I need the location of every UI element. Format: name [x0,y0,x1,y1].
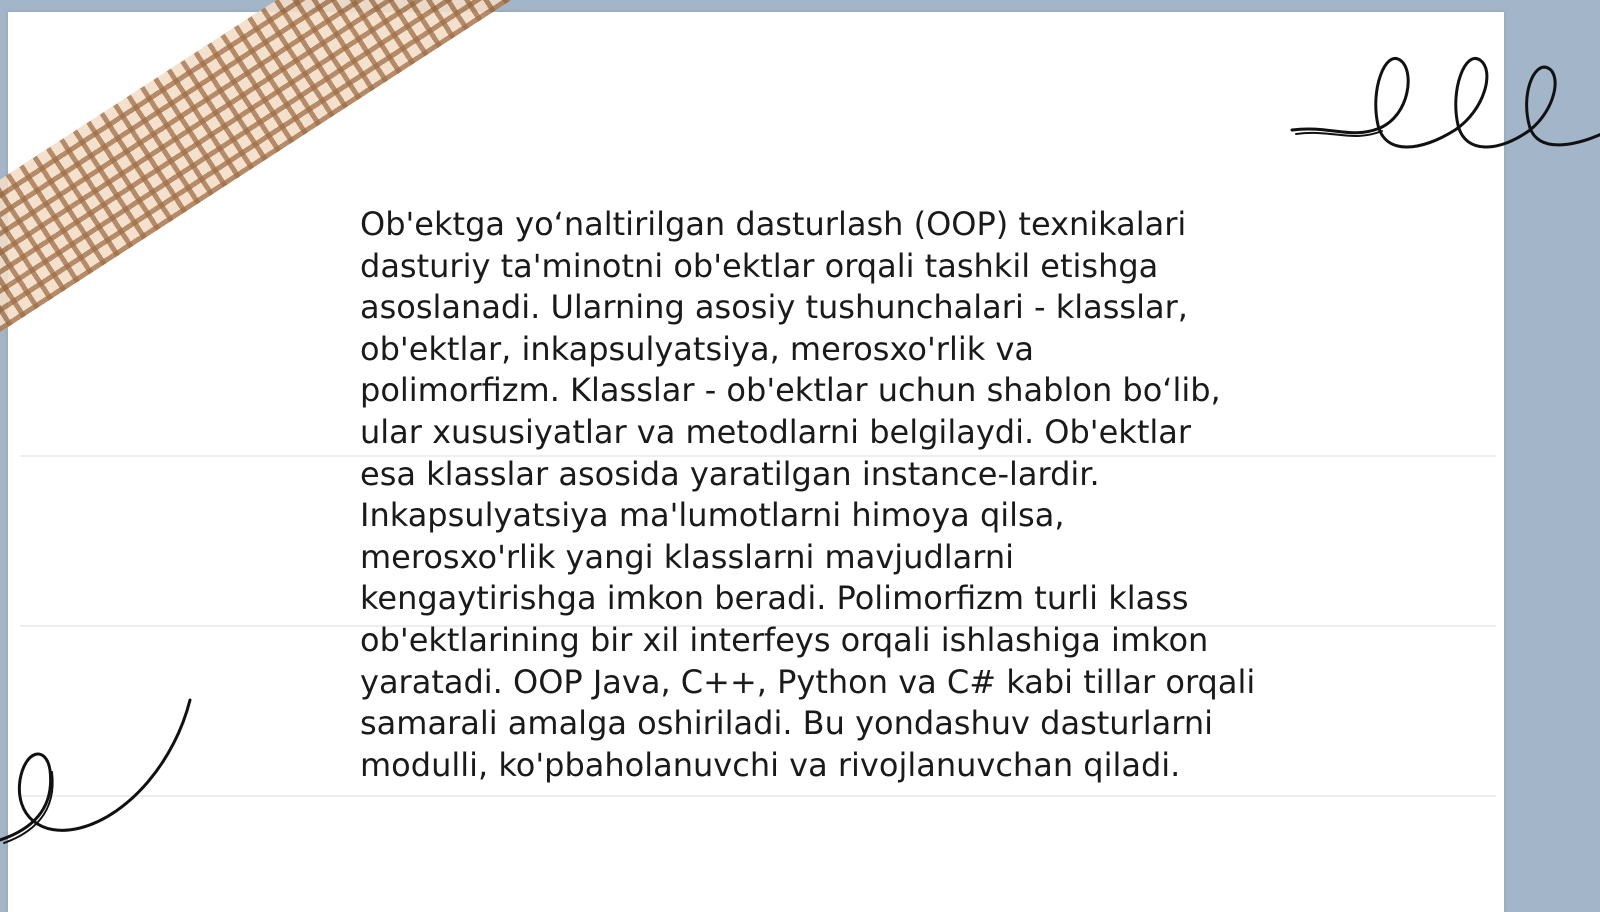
ruled-line [20,795,1496,797]
loop-scribble-decoration [1290,30,1600,170]
body-paragraph: Ob'ektga yo‘naltirilgan dasturlash (OOP) texnikalari dasturiy ta'minotni ob'ektlar orqali tashkil etishga asoslanadi. Ularning asosiy tushunchalari - klasslar, ob'ektlar, inkapsulyatsiya, merosxo'rlik va polimorfizm. Klasslar - ob'ektlar uchun shablon bo‘lib, ular xususiyatlar va metodlarni belgilaydi. Ob'ektlar esa klasslar asosida yaratilgan instance-lardir. Inkapsulyatsiya ma'lumotlarni himoya qilsa, merosxo'rlik yangi klasslarni mavjudlarni kengaytirishga imkon beradi. Polimorfizm turli klass ob'ektlarining bir xil interfeys orqali ishlashiga imkon yaratadi. OOP Java, C++, Python va C# kabi tillar orqali samarali amalga oshiriladi. Bu yondashuv dasturlarni modulli, ko'pbaholanuvchi va rivojlanuvchan qiladi. [360,205,1256,784]
loop-swash-decoration [0,700,200,850]
